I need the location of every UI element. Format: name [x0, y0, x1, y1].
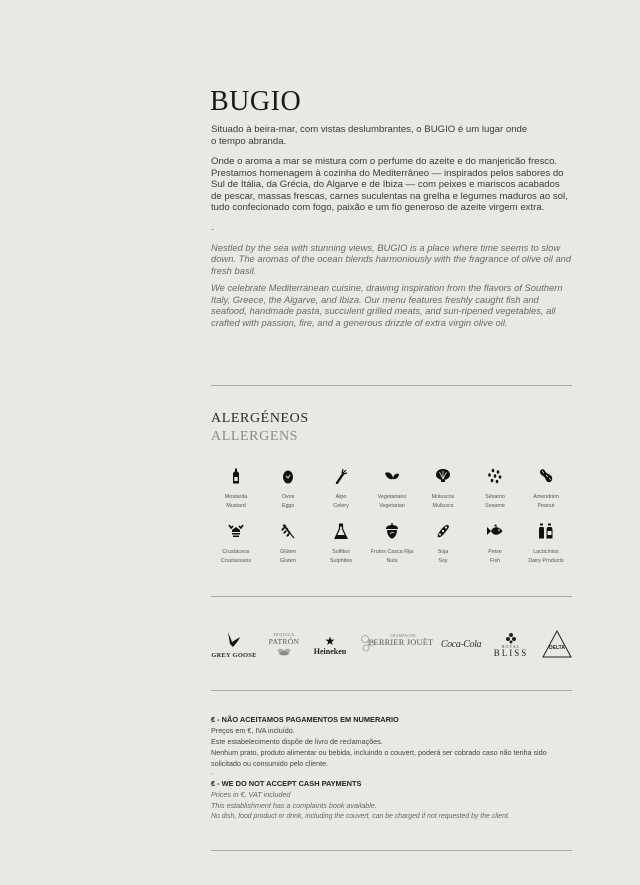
legal-section	[211, 714, 573, 822]
allergen-eggs: Ovos Eggs	[262, 468, 314, 511]
allergen-sulphites: Sulfitos Sulphites	[315, 523, 367, 566]
legal-pt-complaints: Este estabelecimento dispõe de livro de reclamações.	[211, 737, 383, 746]
legal-pt-couvert: Nenhum prato, produto alimentar ou bebida, incluindo o couvert, poderá ser cobrado caso não tenha sido solicitado ou consumido pelo cliente.	[211, 748, 547, 768]
allergen-fish: Peixe Fish	[469, 523, 521, 566]
anemone-flowers-icon	[360, 634, 376, 656]
sesame-seeds-icon	[487, 468, 503, 484]
heineken-logo: ★ Heineken	[308, 636, 352, 656]
royal-crest-icon	[505, 632, 517, 644]
allergen-vegetarian: Vegetariano Vegetarian	[366, 468, 418, 511]
perrier-jouet-logo: CHAMPAGNE PERRIER JOUËT	[358, 634, 434, 647]
restaurant-title: BUGIO	[210, 86, 302, 117]
soy-pod-icon	[435, 523, 451, 539]
allergen-sesame: Sésamo Sesame	[469, 468, 521, 511]
egg-icon	[280, 468, 296, 484]
legal-en-prices: Prices in €, VAT included	[211, 790, 291, 799]
flask-icon	[333, 523, 349, 539]
acorn-icon	[384, 523, 400, 539]
allergen-crustaceans: Crustáceos Crustaceans	[210, 523, 262, 566]
leaves-icon	[384, 468, 400, 484]
fish-icon	[487, 523, 503, 539]
celery-icon	[333, 468, 349, 484]
legal-en-couvert: No dish, food product or drink, including the couvert, can be charged if not requested by the client.	[211, 813, 510, 820]
star-icon: ★	[324, 634, 336, 648]
royal-bliss-logo: ROYAL BLISS	[488, 632, 534, 658]
divider	[211, 596, 572, 597]
legal-en-heading: € - WE DO NOT ACCEPT CASH PAYMENTS	[211, 779, 362, 788]
allergen-soy: Soja Soy	[417, 523, 469, 566]
legal-separator: -	[211, 769, 214, 778]
divider	[211, 850, 572, 851]
crab-icon	[228, 523, 244, 539]
delta-logo: DELTA	[541, 630, 573, 658]
allergen-molluscs: Moluscos Mulluscs	[417, 468, 469, 511]
shell-icon	[435, 468, 451, 484]
divider	[211, 385, 572, 386]
allergens-title-en: ALLERGENS	[211, 429, 299, 444]
allergen-peanut: Amendoim Peanut	[520, 468, 572, 511]
legal-en-complaints: This establishment has a complaints book available.	[211, 801, 377, 810]
goose-icon	[224, 632, 244, 650]
intro-pt-paragraph-2: Onde o aroma a mar se mistura com o perfume do azeite e do manjericão fresco. Prestamos homenagem à cozinha do Mediterrâneo — inspirados pelos sabores do Sul de Itália, da Grécia, do Algarve e de Ibiza — com peixes e mariscos acabados de pescar, massas frescas, carnes suculentas na grelha e legumes maduros ao sol, tudo confecionado com fogo, paixão e um fio generoso de azeite virgem extra.	[211, 156, 568, 213]
allergen-nuts: Frutos Casca Rija Nuts	[366, 523, 418, 566]
delta-triangle-icon	[542, 630, 572, 658]
mustard-bottle-icon	[228, 468, 244, 484]
milk-bottles-icon	[538, 523, 554, 539]
allergen-gluten: Glúten Gluten	[262, 523, 314, 566]
peanut-icon	[538, 468, 554, 484]
intro-section	[211, 124, 573, 328]
patron-logo: TEQUILA PATRÓN	[262, 632, 306, 656]
bee-icon	[276, 648, 292, 656]
greygoose-logo: GREY GOOSE	[208, 632, 260, 659]
allergens-title-pt: ALERGÉNEOS	[211, 411, 309, 426]
allergen-dairy: Lacticínios Dairy Products	[520, 523, 572, 566]
divider	[211, 690, 572, 691]
coca-cola-logo: Coca-Cola	[440, 639, 482, 650]
intro-separator: -	[211, 223, 214, 234]
intro-pt-paragraph-1: Situado à beira-mar, com vistas deslumbrantes, o BUGIO é um lugar onde o tempo abranda.	[211, 124, 528, 147]
wheat-icon	[280, 523, 296, 539]
legal-pt-prices: Preços em €, IVA incluído.	[211, 726, 295, 735]
intro-en-paragraph-1: Nestled by the sea with stunning views, BUGIO is a place where time seems to slow down. The aromas of the ocean blends harmoniously with the fragrance of olive oil and fresh basil.	[211, 241, 572, 276]
intro-en-paragraph-2: We celebrate Mediterranean cuisine, drawing inspiration from the flavors of Southern Italy, Greece, the Algarve, and Ibiza. Our menu features freshly caught fish and seafood, handmade pasta, succulent grilled meats, and sun-ripened vegetables, all crafted with passion, fire, and a generous drizzle of extra virgin olive oil.	[211, 282, 563, 328]
allergen-mustard: Mostarda Mustard	[210, 468, 262, 511]
allergen-celery: Aipo Celery	[315, 468, 367, 511]
legal-pt-heading: € - NÃO ACEITAMOS PAGAMENTOS EM NUMERARIO	[211, 715, 399, 724]
